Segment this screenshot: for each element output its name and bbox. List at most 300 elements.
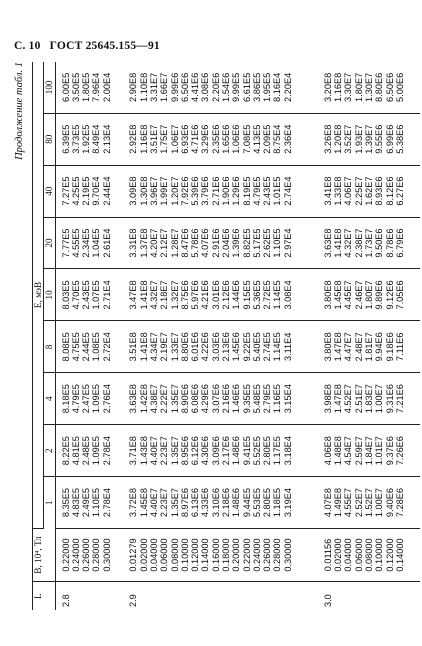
cell-flux-values (318, 269, 420, 321)
continuation-label: Продолжение табл. 1 (14, 62, 25, 160)
flux-value: 8.93E6 (374, 176, 385, 206)
cell-flux-values (55, 113, 123, 165)
flux-value: 2.19E7 (159, 332, 170, 362)
flux-value: 1.48E6 (231, 487, 242, 518)
b-value: 0.06000 (159, 538, 170, 572)
flux-value: 1.66E7 (159, 72, 170, 102)
flux-value: 2.79E5 (262, 384, 273, 414)
flux-value: 2.78E4 (101, 487, 112, 518)
flux-value: 9.22E5 (241, 332, 252, 362)
flux-value: 2.80E5 (262, 487, 273, 518)
flux-value: 1.07E5 (91, 280, 102, 310)
flux-value: 2.46E7 (353, 280, 364, 310)
flux-value: 1.42E8 (138, 384, 149, 414)
flux-value: 1.20E8 (333, 124, 344, 154)
header-B: B, 10⁴, Тл (33, 529, 56, 582)
flux-value: 4.06E7 (343, 176, 354, 206)
flux-value: 9.37E6 (384, 436, 395, 466)
flux-value: 3.47E8 (128, 280, 139, 310)
flux-value: 2.13E4 (101, 124, 112, 154)
flux-value: 4.52E7 (343, 384, 354, 414)
flux-value: 1.93E7 (353, 124, 364, 154)
flux-value: 1.84E7 (363, 436, 374, 466)
b-value: 0.14000 (394, 538, 405, 572)
b-value: 0.10000 (374, 538, 385, 572)
b-value: 0.04000 (148, 538, 159, 572)
flux-value: 4.21E6 (200, 280, 211, 310)
b-value: 0.30000 (282, 538, 293, 572)
cell-flux-values (318, 321, 420, 373)
flux-value: 8.90E6 (179, 384, 190, 414)
flux-value: 3.26E8 (322, 124, 333, 154)
flux-value: 2.44E4 (101, 176, 112, 206)
flux-value: 1.18E5 (272, 487, 283, 518)
flux-value: 1.32E7 (169, 280, 180, 310)
b-value: 0.26000 (262, 538, 273, 572)
flux-value: 1.45E8 (333, 280, 344, 310)
flux-value: 2.91E6 (210, 228, 221, 258)
flux-value: 4.20E7 (148, 228, 159, 258)
cell-flux-values (318, 425, 420, 477)
flux-value: 2.59E7 (353, 436, 364, 466)
flux-value: 1.81E7 (363, 332, 374, 362)
b-value: 0.20000 (231, 538, 242, 572)
flux-value: 7.11E6 (394, 332, 405, 362)
flux-value: 7.08E5 (241, 124, 252, 154)
cell-L: 3.0 (322, 594, 333, 607)
flux-value: 2.18E7 (159, 280, 170, 310)
flux-value: 2.48E5 (81, 436, 92, 466)
b-value: 0.26000 (81, 538, 92, 572)
flux-value: 1.49E8 (333, 487, 344, 518)
b-value: 0.24000 (70, 538, 81, 572)
flux-value: 1.16E8 (138, 124, 149, 154)
flux-value: 1.80E5 (81, 72, 92, 102)
flux-value: 1.17E5 (272, 436, 283, 466)
b-value: 0.08000 (363, 538, 374, 572)
flux-value: 4.33E6 (200, 487, 211, 518)
flux-value: 6.61E5 (241, 72, 252, 102)
flux-value: 9.35E5 (241, 384, 252, 414)
flux-value: 5.78E6 (190, 228, 201, 258)
header-energy: 10 (44, 269, 55, 321)
b-value: 0.01156 (322, 538, 333, 572)
flux-value: 3.71E8 (128, 436, 139, 466)
b-value: 0.08000 (169, 538, 180, 572)
b-value: 0.14000 (200, 538, 211, 572)
flux-value: 1.06E6 (231, 124, 242, 154)
flux-value: 2.47E5 (81, 384, 92, 414)
flux-value: 2.19E5 (81, 176, 92, 206)
flux-value: 9.12E6 (384, 280, 395, 310)
flux-value: 2.16E6 (221, 384, 231, 414)
cell-flux-values (318, 62, 420, 113)
table-row-group (123, 62, 317, 610)
flux-value: 6.13E6 (190, 487, 201, 518)
flux-value: 1.37E8 (138, 228, 149, 258)
flux-value: 7.21E6 (394, 384, 405, 414)
cell-flux-values (123, 165, 317, 217)
flux-value: 4.54E7 (343, 436, 354, 466)
flux-value: 2.22E7 (159, 384, 170, 414)
flux-value: 2.34E5 (81, 228, 92, 258)
cell-flux-values (55, 425, 123, 477)
flux-value: 1.39E6 (231, 228, 242, 258)
flux-value: 2.48E7 (353, 332, 364, 362)
flux-value: 4.75E5 (70, 332, 81, 362)
flux-value: 1.16E5 (272, 384, 283, 414)
flux-value: 1.33E7 (169, 332, 180, 362)
flux-value: 2.18E6 (221, 487, 231, 518)
flux-value: 1.99E7 (159, 176, 170, 206)
flux-value: 2.62E5 (262, 228, 273, 258)
header-energy-group: E, мэВ (33, 62, 44, 529)
flux-value: 2.72E5 (262, 280, 273, 310)
flux-value: 2.09E5 (262, 124, 273, 154)
cell-flux-values (55, 217, 123, 269)
flux-value: 8.19E5 (241, 176, 252, 206)
flux-value: 1.09E5 (91, 384, 102, 414)
flux-value: 3.20E8 (322, 72, 333, 102)
cell-flux-values (318, 477, 420, 529)
cell-flux-values (123, 62, 317, 113)
b-value: 0.16000 (210, 538, 221, 572)
flux-value: 4.55E7 (343, 487, 354, 518)
flux-value: 1.28E7 (169, 228, 180, 258)
flux-value: 8.95E6 (179, 436, 190, 466)
flux-value: 1.46E6 (231, 384, 242, 414)
flux-value: 3.29E6 (200, 124, 211, 154)
flux-value: 1.45E8 (138, 487, 149, 518)
flux-value: 6.99E6 (384, 124, 395, 154)
flux-value: 3.52E7 (343, 124, 354, 154)
page-number: С. 10 (14, 40, 41, 52)
cell-flux-values (123, 321, 317, 373)
flux-value: 2.74E5 (262, 332, 273, 362)
flux-value: 2.90E8 (128, 72, 139, 102)
flux-value: 3.18E4 (282, 436, 293, 466)
header-energy: 80 (44, 113, 55, 165)
cell-flux-values (55, 321, 123, 373)
page-header (14, 40, 160, 52)
flux-value: 1.92E5 (81, 124, 92, 154)
flux-value: 2.38E7 (353, 228, 364, 258)
cell-flux-values (318, 217, 420, 269)
flux-value: 1.16E8 (333, 72, 344, 102)
flux-value: 2.20E4 (282, 72, 293, 102)
flux-value: 3.51E8 (128, 332, 139, 362)
flux-value: 8.22E5 (60, 436, 71, 466)
b-value: 0.28000 (272, 538, 283, 572)
flux-value: 1.01E5 (272, 176, 283, 206)
flux-value: 1.00E7 (374, 487, 385, 518)
flux-value: 9.99E5 (231, 72, 242, 102)
flux-value: 1.08E5 (91, 332, 102, 362)
header-energy: 1 (44, 477, 55, 529)
cell-flux-values (123, 113, 317, 165)
flux-value: 8.75E6 (179, 280, 190, 310)
flux-value: 1.01E7 (374, 436, 385, 466)
b-value: 0.12000 (190, 538, 201, 572)
flux-value: 3.98E8 (322, 384, 333, 414)
flux-value: 1.20E7 (169, 176, 180, 206)
b-value: 0.04000 (343, 538, 354, 572)
flux-value: 4.47E7 (343, 332, 354, 362)
flux-value: 4.79E5 (70, 384, 81, 414)
header-energy: 4 (44, 373, 55, 425)
flux-value: 9.15E5 (241, 280, 252, 310)
flux-value: 2.12E6 (221, 280, 231, 310)
cell-B-values (318, 529, 420, 582)
flux-value: 1.45E6 (231, 332, 242, 362)
flux-value: 3.15E4 (282, 384, 293, 414)
flux-value: 8.97E6 (179, 487, 190, 518)
flux-value: 2.74E4 (282, 176, 293, 206)
flux-value: 2.49E5 (81, 487, 92, 518)
flux-value: 3.80E8 (322, 280, 333, 310)
flux-value: 8.49E4 (91, 124, 102, 154)
flux-value: 4.41E6 (190, 72, 201, 102)
flux-value: 2.17E6 (221, 436, 231, 466)
b-value: 0.06000 (353, 538, 364, 572)
flux-value: 2.04E6 (221, 228, 231, 258)
flux-value: 3.01E6 (210, 280, 221, 310)
cell-flux-values (123, 269, 317, 321)
flux-value: 2.43E5 (81, 280, 92, 310)
flux-value: 3.79E6 (200, 176, 211, 206)
flux-value: 3.10E6 (210, 487, 221, 518)
flux-value: 1.00E7 (374, 384, 385, 414)
flux-value: 1.35E7 (169, 436, 180, 466)
flux-value: 2.71E4 (101, 280, 112, 310)
flux-value: 4.71E6 (190, 124, 201, 154)
flux-value: 1.29E6 (231, 176, 242, 206)
data-table (32, 62, 420, 610)
flux-value: 2.20E6 (210, 72, 221, 102)
flux-value: 4.40E7 (148, 487, 159, 518)
flux-value: 9.40E6 (384, 487, 395, 518)
flux-value: 1.90E6 (221, 176, 231, 206)
flux-value: 5.53E5 (251, 487, 262, 518)
cell-flux-values (123, 217, 317, 269)
flux-value: 2.13E6 (221, 332, 231, 362)
flux-value: 3.63E8 (322, 228, 333, 258)
flux-value: 1.41E8 (333, 228, 344, 258)
flux-value: 1.30E7 (363, 72, 374, 102)
flux-value: 7.05E6 (394, 280, 405, 310)
flux-value: 3.31E7 (148, 72, 159, 102)
flux-value: 1.47E8 (333, 332, 344, 362)
flux-value: 8.03E5 (60, 280, 71, 310)
b-value: 0.24000 (251, 538, 262, 572)
standard-code: ГОСТ 25645.155—91 (49, 40, 160, 52)
flux-value: 3.41E8 (322, 176, 333, 206)
flux-value: 2.44E5 (81, 332, 92, 362)
flux-value: 8.18E5 (60, 384, 71, 414)
cell-flux-values (55, 373, 123, 425)
flux-value: 3.30E7 (343, 72, 354, 102)
flux-value: 4.45E7 (343, 280, 354, 310)
flux-value: 1.80E7 (353, 72, 364, 102)
flux-value: 4.40E7 (148, 436, 159, 466)
flux-value: 4.55E5 (70, 228, 81, 258)
b-value: 0.12000 (384, 538, 395, 572)
flux-value: 2.00E4 (101, 72, 112, 102)
table-row-group (55, 62, 123, 610)
flux-value: 2.36E4 (282, 124, 293, 154)
flux-value: 2.51E7 (353, 384, 364, 414)
flux-value: 2.43E5 (262, 176, 273, 206)
b-value: 0.10000 (179, 538, 190, 572)
flux-value: 2.97E4 (282, 228, 293, 258)
flux-value: 9.55E6 (374, 124, 385, 154)
flux-value: 3.31E8 (128, 228, 139, 258)
flux-value: 4.32E7 (343, 228, 354, 258)
b-value: 0.30000 (101, 538, 112, 572)
flux-value: 3.63E8 (128, 384, 139, 414)
b-value: 0.22000 (60, 538, 71, 572)
flux-value: 1.52E7 (363, 487, 374, 518)
flux-value: 2.61E4 (101, 228, 112, 258)
cell-flux-values (318, 165, 420, 217)
flux-value: 3.09E6 (210, 436, 221, 466)
flux-value: 2.78E4 (101, 436, 112, 466)
flux-value: 9.99E6 (169, 72, 180, 102)
flux-value: 3.50E5 (70, 72, 81, 102)
flux-value: 5.17E5 (251, 228, 262, 258)
flux-value: 1.33E8 (333, 176, 344, 206)
flux-value: 4.13E5 (251, 124, 262, 154)
b-value: 0.02000 (333, 538, 344, 572)
flux-value: 8.12E6 (384, 176, 395, 206)
cell-flux-values (55, 269, 123, 321)
b-value: 0.22000 (241, 538, 252, 572)
flux-value: 9.70E4 (91, 176, 102, 206)
flux-value: 3.51E7 (148, 124, 159, 154)
flux-value: 9.44E5 (241, 487, 252, 518)
flux-value: 2.76E4 (101, 384, 112, 414)
flux-value: 6.50E6 (179, 72, 190, 102)
flux-value: 4.07E8 (322, 487, 333, 518)
flux-value: 6.12E6 (190, 436, 201, 466)
flux-value: 4.83E5 (70, 487, 81, 518)
header-energy: 8 (44, 321, 55, 373)
flux-value: 4.29E6 (200, 384, 211, 414)
flux-value: 6.39E5 (60, 124, 71, 154)
cell-L: 2.8 (60, 594, 71, 607)
cell-flux-values (55, 165, 123, 217)
flux-value: 2.23E7 (159, 436, 170, 466)
flux-value: 5.36E5 (251, 280, 262, 310)
cell-B-values (55, 529, 123, 582)
flux-value: 2.92E8 (128, 124, 139, 154)
flux-value: 4.06E8 (322, 436, 333, 466)
flux-value: 7.77E5 (60, 228, 71, 258)
header-energy: 40 (44, 165, 55, 217)
flux-value: 2.35E6 (210, 124, 221, 154)
flux-value: 7.28E6 (394, 487, 405, 518)
flux-value: 3.80E8 (322, 332, 333, 362)
flux-value: 1.14E5 (272, 280, 283, 310)
flux-value: 7.27E5 (60, 176, 71, 206)
header-L: L (33, 582, 56, 611)
flux-value: 3.86E5 (251, 72, 262, 102)
flux-value: 9.41E5 (241, 436, 252, 466)
flux-value: 6.93E6 (179, 124, 190, 154)
table-body (55, 62, 420, 610)
flux-value: 1.14E5 (272, 332, 283, 362)
flux-value: 1.54E6 (221, 72, 231, 102)
flux-value: 3.08E6 (200, 72, 211, 102)
flux-value: 9.89E6 (374, 280, 385, 310)
flux-value: 5.39E6 (190, 176, 201, 206)
cell-flux-values (55, 62, 123, 113)
flux-value: 1.80E7 (363, 280, 374, 310)
flux-value: 5.40E5 (251, 332, 262, 362)
flux-value: 3.11E4 (282, 332, 293, 362)
flux-value: 2.72E4 (101, 332, 112, 362)
flux-value: 8.47E6 (179, 228, 190, 258)
flux-value: 6.00E5 (60, 72, 71, 102)
header-energy: 100 (44, 62, 55, 113)
flux-value: 4.38E7 (148, 384, 159, 414)
flux-value: 1.10E5 (272, 228, 283, 258)
table-row-group (318, 62, 420, 610)
flux-value: 1.62E7 (363, 176, 374, 206)
energy-header-row (44, 62, 55, 610)
flux-value: 1.65E6 (221, 124, 231, 154)
cell-flux-values (55, 477, 123, 529)
flux-value: 1.09E5 (91, 436, 102, 466)
flux-value: 1.83E7 (363, 384, 374, 414)
flux-value: 7.96E4 (91, 72, 102, 102)
flux-value: 8.35E5 (60, 487, 71, 518)
flux-value: 9.18E6 (384, 332, 395, 362)
flux-value: 2.71E6 (210, 176, 221, 206)
flux-value: 8.82E5 (241, 228, 252, 258)
flux-value: 5.52E5 (251, 436, 262, 466)
flux-value: 1.41E8 (138, 280, 149, 310)
flux-value: 1.35E7 (169, 384, 180, 414)
flux-value: 3.19E4 (282, 487, 293, 518)
flux-value: 9.50E6 (374, 228, 385, 258)
flux-value: 3.03E6 (210, 332, 221, 362)
flux-value: 2.80E5 (262, 436, 273, 466)
flux-value: 8.75E4 (272, 124, 283, 154)
flux-value: 6.08E6 (190, 384, 201, 414)
flux-value: 3.07E6 (210, 384, 221, 414)
flux-value: 1.10E8 (138, 72, 149, 102)
flux-value: 1.35E7 (169, 487, 180, 518)
cell-flux-values (123, 373, 317, 425)
flux-value: 5.48E5 (251, 384, 262, 414)
rotated-table-region (14, 62, 420, 610)
flux-value: 5.00E6 (394, 72, 405, 102)
b-value: 0.02000 (138, 538, 149, 572)
cell-flux-values (123, 477, 317, 529)
cell-flux-values (318, 373, 420, 425)
flux-value: 1.06E7 (169, 124, 180, 154)
flux-value: 6.01E6 (190, 332, 201, 362)
flux-value: 8.80E6 (374, 72, 385, 102)
flux-value: 1.39E7 (363, 124, 374, 154)
flux-value: 4.25E5 (70, 176, 81, 206)
flux-value: 8.80E6 (179, 332, 190, 362)
flux-value: 9.94E6 (374, 332, 385, 362)
b-value: 0.18000 (221, 538, 231, 572)
flux-value: 2.12E7 (159, 228, 170, 258)
flux-value: 6.79E6 (394, 228, 405, 258)
